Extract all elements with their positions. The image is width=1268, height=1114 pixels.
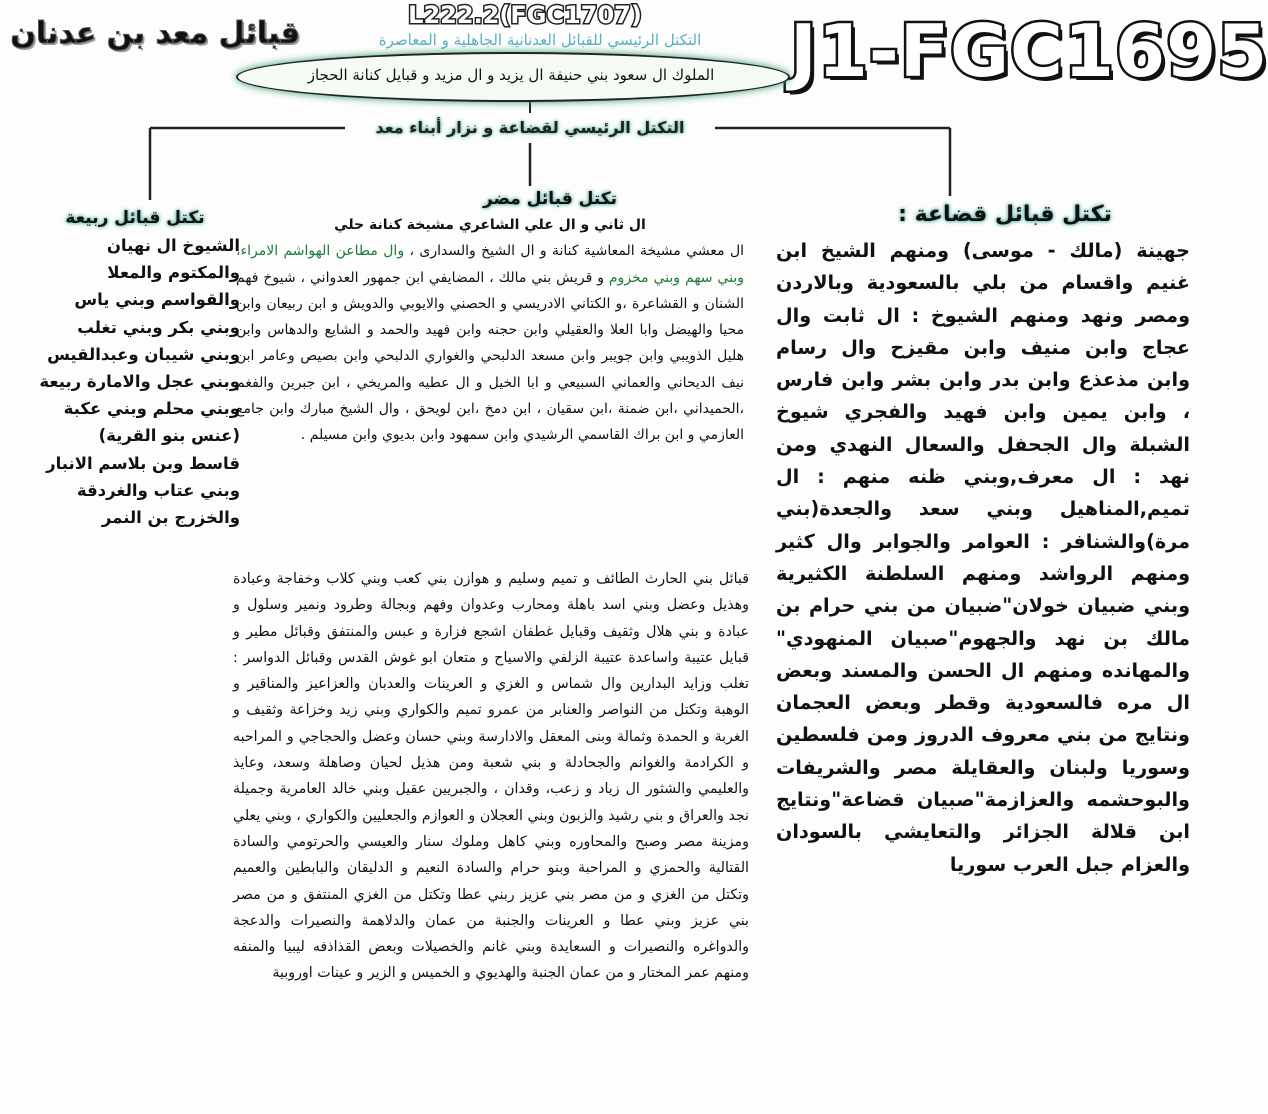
- mudar-heading: تكتل قبائل مضر: [482, 189, 618, 209]
- quda-heading: تكتل قبائل قضاعة :: [898, 202, 1112, 227]
- rabia-line: الشيوخ ال نهيان: [106, 236, 240, 255]
- quda-body: جهينة (مالك - موسى) ومنهم الشيخ ابن غنيم واقسام من بلي بالسعودية وبالاردن ومصر ونهد ومنهم الشيوخ : ال ثابت وال عجاج وابن منيف وابن مقيزح وال رسام وابن مذعذع وابن بدر وابن بشر وابن فارس ، وابن يمين وابن فهيد والفجري شيوخ الشبلة وال الجحفل والسعال النهدي ومن نهد : ال معرف,وبني ظنه منهم : ال تميم,المناهيل وبني سعد والجعدة(بني مرة)والشنافر : العوامر والجوابر وال كثير ومنهم الرواشد ومنهم السلطنة الكثيرية وبني ضبيان خولان"ضبيان من بني حرام بن مالك بن نهد والجهوم"صبيان المنهودي" والمهانده ومنهم ال الحسن والمسند وبعض ال مره فالسعودية وقطر وبعض العجمان ونتايج من بني معروف الدروز ومن فلسطين وسوريا ولبنان والعقايلة مصر والشريفات والبوحشمه والعزازمة"صبيان قضاعة"ونتايج ابن قلالة الجزائر والتعايشي بالسودان والعزام جبل العرب سوريا: [776, 239, 1190, 876]
- rabia-line: والمكتوم والمعلا: [107, 263, 240, 283]
- rabia-list: [15, 232, 240, 562]
- mudar-body: قبائل بني الحارث الطائف و تميم وسليم و هوازن بني كعب وبني كلاب وخفاجة وعبادة وهذيل وعضل وبني اسد باهلة ومحارب وعدوان وفهم وبجالة وطرود ونمير وسلول و عبادة و بني هلال وثقيف وقبايل غطفان اشجع فزارة و عبس والمنتفق وقبائل مطير و قبايل عتيبة واساعدة عتيبة الزلفي والاسياح و متعان ابو غوش القدس وقبائل الدواسر : تغلب وزايد البدارين وال شماس و الغزي و العرينات والعدبان والعزاعيز والمناقير و الوهبة وتكتل من النواصر والعنابر من عمرو تميم والكواري وبني زيد وخزاعة وثقيف و الغربة و الحمدة وثمالة وبنى المعقل والادارسة وبني حسان وعضل والحجاجي و المراحبه و الكرادمة والغوانم والجحادلة و بني شعبة ومن هذيل لحيان وصاهلة وسعد، وعايذ والعليمي والشثور ال زياد و زعب، وقدان ، والجبريين عقيل وبني خالد العامرية وجميلة نجد والعراق و بني رشيد والزبون وبني العجلان و العوازم والجعليين والكواري ، وبني يعلي ومزينة مصر وصبح والمحاوره وبني كاهل وملوك سنار والعيسي والحرتومي والسادة القتالية والحمزي و المراحبة وبنو حرام والسادة النعيم و الدليقان والبابطين والعميم وتكتل من الغزي و من مصر بني عزيز ربني عطا وتكتل من الغزي المنتفق و من مصر بني عزيز وبني عطا و العرينات والجنبة من عمان والدلاهمة والنصيرات والدعجة والدواغره والنصيرات و السعايدة وبني غانم والخصيلات وبعض القذاذفه ليبيا والمنفه ومنهم عمر المختار و من عمان الجنبة والهديوي و الخميس و الزير و عينات اوروبية: [233, 571, 749, 982]
- subclade-code: L222.2(FGC1707): [408, 1, 642, 29]
- mudar-intro-b: و قريش بني مالك ، المضايفي ابن جمهور العدواني ، شيوخ فهم الشنان و القشاعرة ،و الكتاني الادريسي و الحصني والايوبي والدويش و ابن ربيعان وابن محيا والهيضل وابا العلا والعقيلي وابن حجنه وابن فهيد والحمد و الشايع والدهاس وابن هليل الذويبي وابن جويبر وابن مسعد الدلبحي والغواري الدلبحي وابن بصيص وعامر ابن نيف الديحاني والعماني السبيعي و ابا الخيل و ال عطيه والمريخي ، ابن جبرين والفغم ،الحميداني ،ابن ضمنة ،ابن سقيان ، ابن دمخ ،ابن لويحق ، وال الشيخ مبارك وابن جامع العازمي و ابن براك القاسمي الرشيدي وابن سمهود وابن بديوي وابن مسيلم .: [236, 269, 744, 444]
- rabia-line: وبني عتاب والغردقة: [76, 480, 240, 500]
- kings-text: الملوك ال سعود بني حنيفة ال يزيد و ال مزيد و قبايل كنانة الحجاز: [307, 66, 715, 84]
- rabia-line: وبني بكر وبني تغلب: [77, 317, 240, 337]
- rabia-line: قاسط وبن بلاسم الانبار: [46, 453, 240, 473]
- rabia-line: وبني محلم وبني عكبة: [63, 399, 240, 419]
- mudar-intro: [236, 212, 744, 532]
- tree-root-label: التكتل الرئيسي لقضاعة و نزار أبناء معد: [345, 113, 715, 143]
- cluster-subtitle: التكتل الرئيسي للقبائل العدنانية الجاهلية و المعاصرة: [378, 31, 702, 49]
- rabia-line: والخزرج بن النمر: [101, 508, 240, 528]
- mudar-intro-highlight: وال مطاعن الهواشم الامراء، وبني سهم وبني مخزوم: [236, 243, 744, 286]
- rabia-line: والقواسم وبني ياس: [74, 290, 240, 310]
- haplogroup-title: J1-FGC1695: [790, 9, 1268, 93]
- rabia-line: وبني عجل والامارة ربيعة: [39, 372, 240, 392]
- rabia-line: وبني شيبان وعبدالقيس: [47, 344, 240, 364]
- tribes-heading: قبائل معد بن عدنان: [10, 16, 300, 51]
- rabia-heading: تكتل قبائل ربيعة: [65, 208, 205, 228]
- mudar-intro-first: ال ثاني و ال علي الشاعري مشيخة كنانة حلي: [334, 217, 646, 233]
- rabia-line: (عنس بنو القرية): [98, 426, 240, 446]
- mudar-intro-a: ال معشي مشيخة المعاشية كنانة و ال الشيخ والسدارى ،: [409, 243, 745, 260]
